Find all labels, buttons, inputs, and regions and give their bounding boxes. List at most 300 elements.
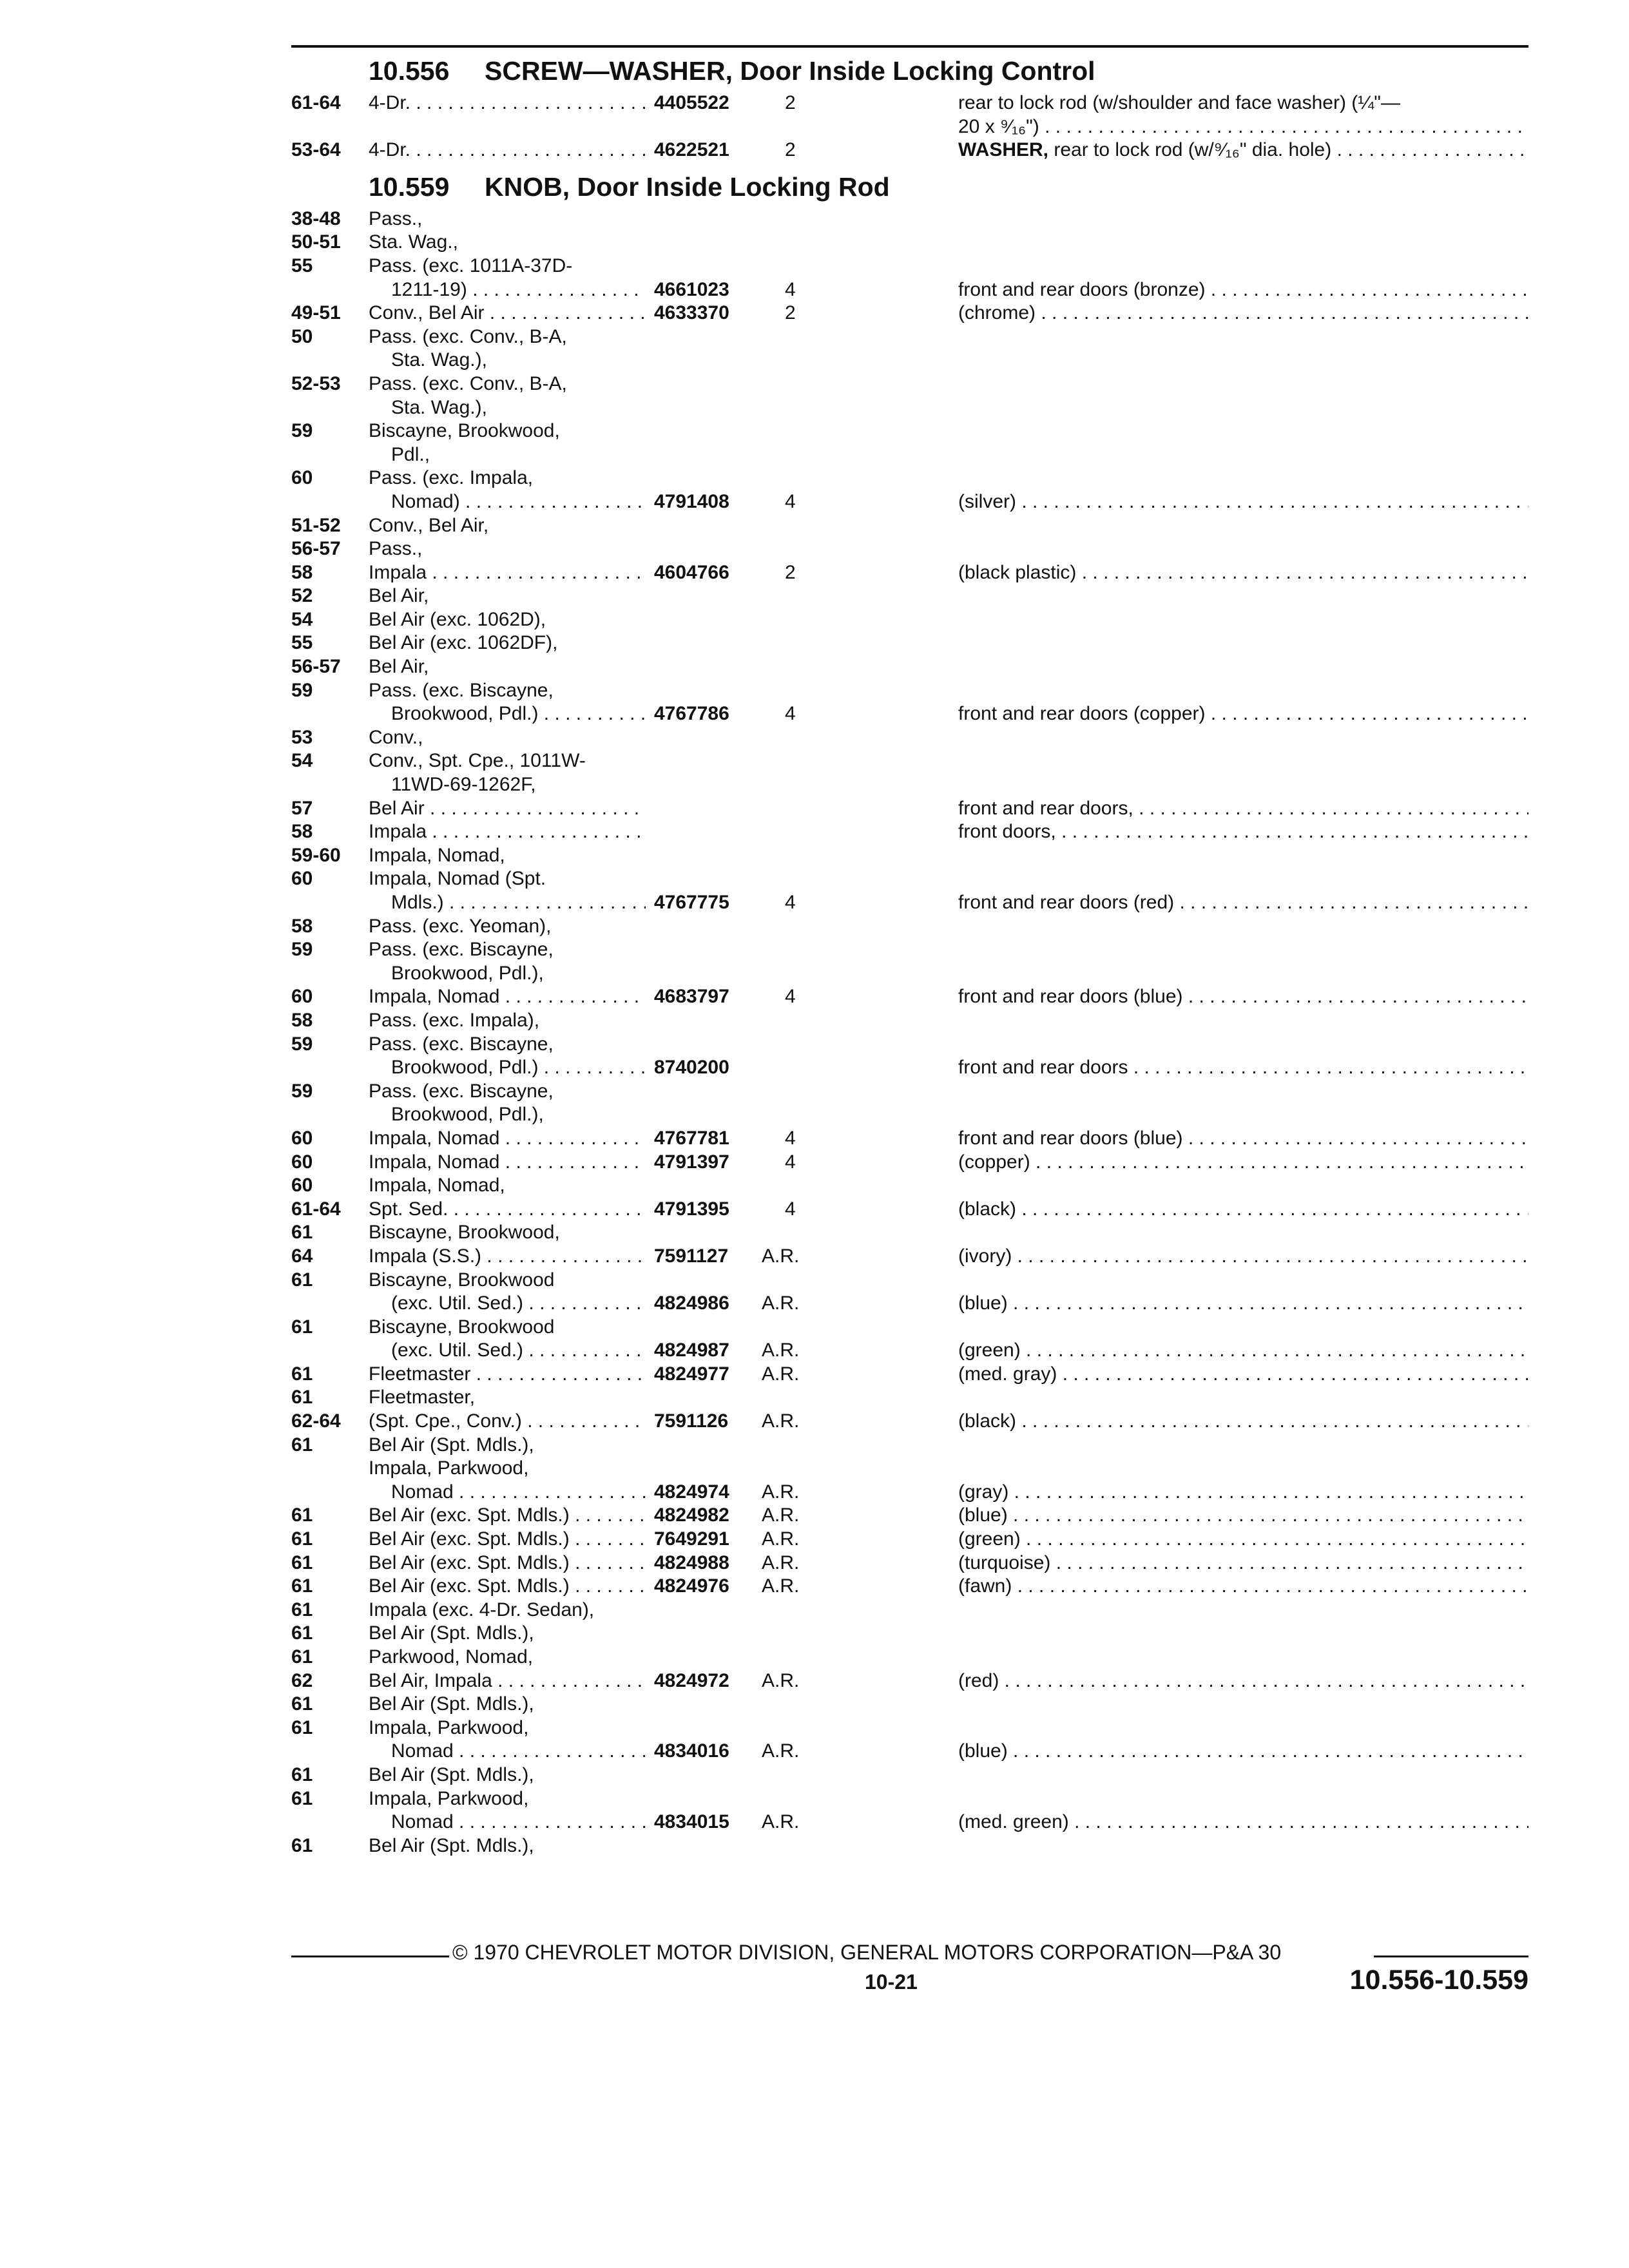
- quantity: 2: [785, 561, 796, 583]
- model-description: Pass. (exc. Biscayne,: [369, 939, 554, 961]
- usage-description-text: (blue): [958, 1740, 1008, 1762]
- quantity: 4: [785, 703, 796, 725]
- usage-description: [958, 278, 1528, 302]
- model-year: 50-51: [291, 231, 341, 253]
- model-description: 1211-19) . . .: [391, 278, 646, 302]
- usage-description: [958, 891, 1528, 915]
- model-description: Impala, Parkwood,: [369, 1787, 529, 1809]
- model-year: 62: [291, 1669, 313, 1691]
- model-description: Bel Air (exc. 1062DF),: [369, 632, 558, 654]
- model-description: Bel Air, Impala . . .: [369, 1669, 646, 1693]
- usage-description-text: front and rear doors: [958, 1057, 1128, 1079]
- usage-description-text: (black): [958, 1198, 1017, 1220]
- table-row: [291, 1481, 1528, 1504]
- usage-description: [958, 1740, 1528, 1763]
- table-row: [291, 1316, 1528, 1340]
- quantity: A.R.: [762, 1504, 800, 1526]
- model-year: 53-64: [291, 139, 341, 161]
- table-row: [291, 1457, 1528, 1481]
- model-description: Bel Air (exc. Spt. Mdls.) . . .: [369, 1528, 646, 1552]
- section-heading-text: [369, 172, 890, 202]
- model-year: 56-57: [291, 538, 341, 560]
- model-description: Biscayne, Brookwood,: [369, 1222, 560, 1244]
- table-row: [291, 1151, 1528, 1175]
- model-description: 4-Dr. . . .: [369, 91, 646, 115]
- quantity: 4: [785, 986, 796, 1008]
- model-year: 51-52: [291, 514, 341, 536]
- quantity: 2: [785, 92, 796, 113]
- usage-description: [958, 1481, 1528, 1504]
- quantity: A.R.: [762, 1552, 800, 1573]
- quantity: 4: [785, 892, 796, 913]
- usage-description-text: front and rear doors (blue): [958, 1127, 1183, 1149]
- section-number: 10.559: [369, 171, 450, 202]
- model-year: 61: [291, 1316, 313, 1338]
- model-description: Impala . . .: [369, 820, 646, 844]
- part-number: 8740200: [654, 1057, 729, 1079]
- model-description: Fleetmaster . . .: [369, 1363, 646, 1387]
- usage-description-text: (ivory): [958, 1245, 1012, 1267]
- part-number: 4824972: [654, 1669, 729, 1691]
- quantity: A.R.: [762, 1669, 800, 1691]
- table-row: [291, 419, 1528, 443]
- part-number: 4633370: [654, 302, 729, 324]
- table-row: [291, 207, 1528, 231]
- part-number: 4767775: [654, 892, 729, 913]
- part-number: 4824986: [654, 1293, 729, 1314]
- usage-description-text: front and rear doors (bronze): [958, 278, 1206, 300]
- model-description: Pass. (exc. Impala,: [369, 467, 534, 489]
- model-year: 59-60: [291, 844, 341, 866]
- usage-description-text: front doors,: [958, 821, 1056, 843]
- usage-description: [958, 1669, 1528, 1693]
- usage-description-text: (chrome): [958, 302, 1036, 324]
- usage-description: [958, 1363, 1528, 1387]
- part-number: 4824976: [654, 1575, 729, 1597]
- usage-description: [958, 1245, 1528, 1269]
- model-year: 60: [291, 1127, 313, 1149]
- table-row: [291, 1269, 1528, 1293]
- model-description: Impala, Nomad,: [369, 1175, 505, 1196]
- part-number: 4661023: [654, 278, 729, 300]
- table-row: [291, 139, 1528, 162]
- table-row: [291, 985, 1528, 1009]
- usage-description: [958, 1339, 1528, 1363]
- usage-description: [958, 139, 1528, 162]
- usage-description: [958, 702, 1528, 726]
- usage-description: [958, 561, 1528, 585]
- model-description: Bel Air (exc. Spt. Mdls.) . . .: [369, 1575, 646, 1599]
- model-description: Sta. Wag.),: [391, 396, 487, 418]
- model-description: Sta. Wag.,: [369, 231, 458, 253]
- usage-description-text: front and rear doors (blue): [958, 986, 1183, 1008]
- model-description: Brookwood, Pdl.) . . .: [391, 1056, 646, 1080]
- table-row: [291, 749, 1528, 773]
- table-row: [291, 1056, 1528, 1080]
- model-description: (exc. Util. Sed.) . . .: [391, 1339, 646, 1363]
- usage-description: [958, 115, 1528, 139]
- table-row: [291, 231, 1528, 255]
- quantity: A.R.: [762, 1740, 800, 1762]
- table-row: [291, 1834, 1528, 1858]
- part-number: 4405522: [654, 92, 729, 113]
- model-description: Bel Air,: [369, 585, 429, 607]
- model-year: 60: [291, 986, 313, 1008]
- quantity: 4: [785, 1151, 796, 1173]
- usage-description: [958, 1198, 1528, 1222]
- model-year: 61: [291, 1528, 313, 1550]
- table-row: [291, 608, 1528, 632]
- quantity: 4: [785, 1127, 796, 1149]
- table-row: [291, 1504, 1528, 1528]
- table-row: [291, 443, 1528, 467]
- table-row: [291, 867, 1528, 891]
- model-description: Bel Air . . .: [369, 797, 646, 821]
- usage-description-text: front and rear doors (copper): [958, 703, 1206, 725]
- model-description: Bel Air (Spt. Mdls.),: [369, 1693, 534, 1715]
- table-row: [291, 962, 1528, 986]
- model-description: Nomad . . .: [391, 1481, 646, 1504]
- table-row: [291, 514, 1528, 538]
- table-row: [291, 466, 1528, 490]
- model-description: Conv., Bel Air . . .: [369, 302, 646, 325]
- model-year: 64: [291, 1245, 313, 1267]
- table-row: [291, 278, 1528, 302]
- part-number: 7649291: [654, 1528, 729, 1550]
- usage-description-text: (silver): [958, 490, 1016, 512]
- model-year: 61: [291, 1575, 313, 1597]
- quantity: A.R.: [762, 1528, 800, 1550]
- model-year: 59: [291, 939, 313, 961]
- model-description: Impala, Parkwood,: [369, 1457, 529, 1479]
- quantity: 2: [785, 139, 796, 161]
- model-description: Nomad . . .: [391, 1740, 646, 1763]
- model-year: 60: [291, 1175, 313, 1196]
- section-range: 10.556-10.559: [1349, 1965, 1528, 1995]
- table-row: [291, 537, 1528, 561]
- usage-description-text: (green): [958, 1340, 1021, 1361]
- part-number: 4824988: [654, 1552, 729, 1573]
- section-number: 10.556: [369, 56, 450, 86]
- table-row: [291, 91, 1528, 115]
- model-year: 57: [291, 797, 313, 819]
- model-year: 59: [291, 1080, 313, 1102]
- model-description: Impala, Parkwood,: [369, 1716, 529, 1738]
- model-year: 61: [291, 1363, 313, 1385]
- table-row: [291, 1740, 1528, 1763]
- model-year: 58: [291, 915, 313, 937]
- usage-description: [958, 1575, 1528, 1599]
- part-number: 4824982: [654, 1504, 729, 1526]
- section-heading: [291, 162, 1528, 207]
- model-year: 61: [291, 1646, 313, 1667]
- quantity: 2: [785, 302, 796, 324]
- model-description: Fleetmaster,: [369, 1387, 476, 1408]
- model-description: Pass. (exc. Biscayne,: [369, 679, 554, 701]
- section-title: KNOB, Door Inside Locking Rod: [485, 171, 890, 202]
- model-description: Impala, Nomad (Spt.: [369, 868, 546, 890]
- table-row: [291, 1103, 1528, 1127]
- part-number: 4767786: [654, 703, 729, 725]
- usage-description-text: (blue): [958, 1504, 1008, 1526]
- model-description: Pass.,: [369, 538, 423, 560]
- model-year: 60: [291, 868, 313, 890]
- quantity: A.R.: [762, 1410, 800, 1432]
- table-row: [291, 561, 1528, 585]
- model-description: Sta. Wag.),: [391, 349, 487, 371]
- table-row: [291, 1787, 1528, 1811]
- table-row: [291, 844, 1528, 868]
- table-row: [291, 820, 1528, 844]
- table-row: [291, 1552, 1528, 1575]
- model-year: 54: [291, 750, 313, 772]
- table-row: [291, 1292, 1528, 1316]
- model-description: Pdl.,: [391, 443, 430, 465]
- table-row: [291, 773, 1528, 797]
- model-description: Bel Air (exc. Spt. Mdls.) . . .: [369, 1552, 646, 1575]
- model-description: Spt. Sed. . . .: [369, 1198, 646, 1222]
- model-year: 55: [291, 632, 313, 654]
- usage-description-text: (green): [958, 1528, 1021, 1550]
- model-year: 61: [291, 1222, 313, 1244]
- parts-list: [291, 46, 1528, 1858]
- model-description: Brookwood, Pdl.),: [391, 1104, 544, 1126]
- usage-description-text: (blue): [958, 1293, 1008, 1314]
- table-row: [291, 1811, 1528, 1834]
- part-number: 4791395: [654, 1198, 729, 1220]
- model-year: 59: [291, 420, 313, 442]
- model-year: 62-64: [291, 1410, 341, 1432]
- table-row: [291, 1174, 1528, 1198]
- table-row: [291, 1646, 1528, 1669]
- model-year: 61: [291, 1552, 313, 1573]
- usage-description-text: (red): [958, 1669, 999, 1691]
- model-year: 61: [291, 1387, 313, 1408]
- table-row: [291, 1245, 1528, 1269]
- table-row: [291, 490, 1528, 514]
- table-row: [291, 797, 1528, 821]
- model-description: Biscayne, Brookwood: [369, 1316, 555, 1338]
- table-row: [291, 1363, 1528, 1387]
- part-number: 4791397: [654, 1151, 729, 1173]
- usage-description: [958, 1127, 1528, 1151]
- table-row: [291, 1693, 1528, 1716]
- part-number: 4622521: [654, 139, 729, 161]
- section-heading: [291, 46, 1528, 91]
- model-year: 61: [291, 1622, 313, 1644]
- usage-description-text: (med. gray): [958, 1363, 1057, 1385]
- model-description: Brookwood, Pdl.),: [391, 962, 544, 984]
- usage-description-bold: WASHER,: [958, 139, 1049, 161]
- model-description: Impala . . .: [369, 561, 646, 585]
- model-year: 55: [291, 255, 313, 276]
- part-number: 4683797: [654, 986, 729, 1008]
- table-row: [291, 891, 1528, 915]
- table-row: [291, 1386, 1528, 1410]
- table-row: [291, 938, 1528, 962]
- usage-description: [958, 490, 1528, 514]
- model-description: Bel Air (Spt. Mdls.),: [369, 1434, 534, 1456]
- model-description: Conv., Spt. Cpe., 1011W-: [369, 750, 586, 772]
- table-row: [291, 1080, 1528, 1104]
- model-year: 49-51: [291, 302, 341, 324]
- usage-description: [958, 1504, 1528, 1528]
- model-description: Pass. (exc. Conv., B-A,: [369, 325, 567, 347]
- model-description: Bel Air (Spt. Mdls.),: [369, 1834, 534, 1856]
- copyright-line: © 1970 CHEVROLET MOTOR DIVISION, GENERAL MOTORS CORPORATION—P&A 30: [452, 1941, 1282, 1964]
- model-description: Impala, Nomad . . .: [369, 1151, 646, 1175]
- model-year: 60: [291, 1151, 313, 1173]
- usage-description-text: 20 x ⁹⁄₁₆"): [958, 115, 1039, 137]
- table-row: [291, 726, 1528, 750]
- model-year: 59: [291, 679, 313, 701]
- model-description: Bel Air (exc. Spt. Mdls.) . . .: [369, 1504, 646, 1528]
- model-year: 61: [291, 1763, 313, 1785]
- usage-description: [958, 985, 1528, 1009]
- model-description: Bel Air (exc. 1062D),: [369, 608, 546, 630]
- model-year: 61-64: [291, 1198, 341, 1220]
- model-year: 59: [291, 1033, 313, 1055]
- model-description: Nomad . . .: [391, 1811, 646, 1834]
- model-year: 58: [291, 1009, 313, 1031]
- table-row: [291, 1669, 1528, 1693]
- model-description: Impala (S.S.) . . .: [369, 1245, 646, 1269]
- quantity: A.R.: [762, 1575, 800, 1597]
- table-row: [291, 1599, 1528, 1622]
- model-description: Bel Air,: [369, 656, 429, 678]
- part-number: 4834016: [654, 1740, 729, 1762]
- usage-description: [958, 1528, 1528, 1552]
- model-year: 61: [291, 1269, 313, 1291]
- part-number: 4824977: [654, 1363, 729, 1385]
- part-number: 7591126: [654, 1410, 729, 1432]
- model-description: Pass. (exc. Impala),: [369, 1009, 540, 1031]
- table-row: [291, 255, 1528, 278]
- model-description: Biscayne, Brookwood: [369, 1269, 555, 1291]
- model-year: 60: [291, 467, 313, 489]
- model-year: 56-57: [291, 656, 341, 678]
- model-year: 61: [291, 1693, 313, 1715]
- usage-description: [958, 1410, 1528, 1434]
- table-row: [291, 655, 1528, 679]
- usage-description: [958, 1056, 1528, 1080]
- model-description: Mdls.) . . .: [391, 891, 646, 915]
- table-row: [291, 1198, 1528, 1222]
- model-year: 61: [291, 1787, 313, 1809]
- usage-description: [958, 820, 1528, 844]
- table-row: [291, 1575, 1528, 1599]
- model-year: 58: [291, 821, 313, 843]
- part-number: 7591127: [654, 1245, 729, 1267]
- table-row: [291, 1410, 1528, 1434]
- table-row: [291, 1033, 1528, 1057]
- quantity: A.R.: [762, 1340, 800, 1361]
- table-row: [291, 915, 1528, 939]
- table-row: [291, 1528, 1528, 1552]
- quantity: 4: [785, 1198, 796, 1220]
- usage-description-text: (copper): [958, 1151, 1030, 1173]
- model-year: 61: [291, 1599, 313, 1620]
- model-year: 61: [291, 1504, 313, 1526]
- usage-description: [958, 797, 1528, 821]
- usage-description-text: (black plastic): [958, 561, 1077, 583]
- part-number: 4824974: [654, 1481, 729, 1503]
- part-number: 4791408: [654, 490, 729, 512]
- model-year: 61-64: [291, 92, 341, 113]
- usage-description-text: (turquoise): [958, 1552, 1051, 1573]
- model-year: 52-53: [291, 372, 341, 394]
- model-description: (Spt. Cpe., Conv.) . . .: [369, 1410, 646, 1434]
- usage-description-text: rear to lock rod (w/shoulder and face washer) (¼"—: [958, 92, 1400, 113]
- model-description: (exc. Util. Sed.) . . .: [391, 1292, 646, 1316]
- model-year: 52: [291, 585, 313, 607]
- table-row: [291, 1622, 1528, 1646]
- part-number: 4767781: [654, 1127, 729, 1149]
- usage-description-text: (gray): [958, 1481, 1009, 1503]
- model-description: Brookwood, Pdl.) . . .: [391, 702, 646, 726]
- model-description: 11WD-69-1262F,: [391, 774, 536, 796]
- model-description: Parkwood, Nomad,: [369, 1646, 534, 1667]
- quantity: A.R.: [762, 1811, 800, 1833]
- table-row: [291, 1339, 1528, 1363]
- model-description: Bel Air (Spt. Mdls.),: [369, 1622, 534, 1644]
- usage-description: [958, 91, 1528, 115]
- usage-description-text: rear to lock rod (w/⁹⁄₁₆" dia. hole): [1048, 139, 1332, 161]
- model-year: 61: [291, 1834, 313, 1856]
- table-row: [291, 349, 1528, 372]
- model-year: 38-48: [291, 207, 341, 229]
- quantity: 4: [785, 278, 796, 300]
- model-description: 4-Dr. . . .: [369, 139, 646, 162]
- quantity: 4: [785, 490, 796, 512]
- model-year: 58: [291, 561, 313, 583]
- usage-description: [958, 302, 1528, 325]
- model-year: 54: [291, 608, 313, 630]
- footer-rule-left: [291, 1956, 449, 1957]
- model-description: Impala, Nomad . . .: [369, 1127, 646, 1151]
- usage-description: [958, 1811, 1528, 1834]
- usage-description-text: (fawn): [958, 1575, 1012, 1597]
- usage-description: [958, 1292, 1528, 1316]
- table-row: [291, 584, 1528, 608]
- part-number: 4604766: [654, 561, 729, 583]
- table-row: [291, 1716, 1528, 1740]
- quantity: A.R.: [762, 1245, 800, 1267]
- table-row: [291, 679, 1528, 703]
- table-row: [291, 1434, 1528, 1457]
- footer-rule-right: [1374, 1956, 1528, 1957]
- part-number: 4824987: [654, 1340, 729, 1361]
- model-description: Conv.,: [369, 726, 423, 748]
- table-row: [291, 1127, 1528, 1151]
- table-row: [291, 1763, 1528, 1787]
- usage-description-text: (black): [958, 1410, 1017, 1432]
- page-footer: [291, 1939, 1528, 2010]
- table-row: [291, 302, 1528, 325]
- model-description: Conv., Bel Air,: [369, 514, 489, 536]
- usage-description-text: front and rear doors,: [958, 797, 1133, 819]
- page-number: 10-21: [865, 1970, 918, 1994]
- quantity: A.R.: [762, 1363, 800, 1385]
- section-title: SCREW—WASHER, Door Inside Locking Control: [485, 56, 1095, 86]
- model-year: 53: [291, 726, 313, 748]
- model-year: 61: [291, 1434, 313, 1456]
- model-description: Impala (exc. 4-Dr. Sedan),: [369, 1599, 595, 1620]
- model-description: Pass. (exc. Biscayne,: [369, 1080, 554, 1102]
- quantity: A.R.: [762, 1293, 800, 1314]
- part-number: 4834015: [654, 1811, 729, 1833]
- table-row: [291, 325, 1528, 349]
